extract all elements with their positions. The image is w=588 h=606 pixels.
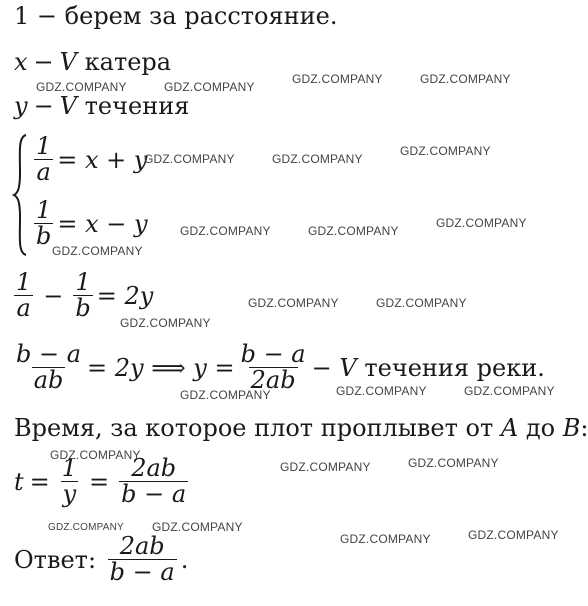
river-current-label: течения реки. [364, 353, 545, 382]
time-formula [14, 456, 192, 507]
minus-sign: − [43, 281, 64, 310]
point-a: A [500, 414, 519, 442]
line-boat-speed [14, 48, 171, 76]
var-v: V [59, 48, 77, 76]
numerator: b − a [16, 340, 82, 368]
fraction-1-over-y [60, 456, 79, 507]
numerator: 1 [16, 268, 32, 296]
denominator: a [16, 294, 31, 323]
watermark: GDZ.COMPANY [308, 224, 399, 238]
fraction-b-minus-a-over-2ab [239, 342, 308, 393]
watermark: GDZ.COMPANY [400, 144, 491, 158]
fraction-1-over-b [73, 270, 92, 321]
var-x: x [14, 48, 28, 76]
minus-sign: − [33, 48, 54, 76]
watermark: GDZ.COMPANY [336, 384, 427, 398]
equals-sign: = [29, 467, 50, 496]
answer-dot: . [180, 545, 189, 574]
answer-label: Ответ: [14, 545, 97, 574]
watermark: GDZ.COMPANY [436, 216, 527, 230]
watermark: GDZ.COMPANY [280, 460, 371, 474]
colon: : [580, 414, 588, 442]
equation-rhs: = x − y [57, 209, 148, 238]
answer-fraction [108, 534, 177, 585]
line-1 [14, 2, 337, 30]
equation-rhs: = x + y [57, 145, 148, 174]
watermark: GDZ.COMPANY [464, 384, 555, 398]
denominator: a [36, 158, 51, 187]
var-v: V [59, 92, 78, 120]
denominator: b − a [109, 558, 175, 587]
watermark: GDZ.COMPANY [376, 296, 467, 310]
watermark: GDZ.COMPANY [50, 448, 141, 462]
numerator: 1 [36, 196, 52, 224]
watermark: GDZ.COMPANY [292, 72, 383, 86]
watermark: GDZ.COMPANY [180, 224, 271, 238]
system-equation-2 [30, 198, 148, 249]
fraction-b-minus-a-over-ab [14, 342, 83, 393]
point-b: B [562, 414, 581, 442]
denominator: 2ab [250, 366, 296, 395]
system-brace-icon [12, 133, 28, 257]
equation-rhs: = 2y [96, 281, 154, 310]
current-label: течения [84, 92, 190, 120]
equals-sign: = [89, 467, 110, 496]
denominator: ab [33, 366, 64, 395]
denominator: b [36, 222, 52, 251]
watermark: GDZ.COMPANY [48, 522, 124, 533]
denominator: b [75, 294, 91, 323]
minus-sign: − [33, 92, 54, 120]
watermark: GDZ.COMPANY [420, 72, 511, 86]
var-y: y [14, 92, 28, 120]
watermark: GDZ.COMPANY [164, 80, 255, 94]
denominator: y [62, 480, 77, 509]
watermark: GDZ.COMPANY [248, 296, 339, 310]
numerator: 2ab [131, 454, 177, 482]
line-1-number: 1 [14, 2, 30, 30]
watermark: GDZ.COMPANY [180, 388, 271, 402]
watermark: GDZ.COMPANY [468, 528, 559, 542]
minus-sign: − [311, 353, 332, 382]
fraction-1-over-a [34, 134, 53, 185]
watermark: GDZ.COMPANY [340, 532, 431, 546]
time-do: до [525, 414, 556, 442]
fraction-2ab-over-b-minus-a [119, 456, 188, 507]
numerator: 1 [36, 132, 52, 160]
equation-difference [10, 270, 153, 321]
denominator: b − a [121, 480, 187, 509]
answer-line [14, 534, 188, 585]
var-t: t [14, 467, 24, 496]
watermark: GDZ.COMPANY [120, 316, 211, 330]
watermark: GDZ.COMPANY [52, 244, 143, 258]
fraction-1-over-a [14, 270, 33, 321]
line-1-text: − берем за расстояние. [36, 2, 338, 30]
watermark: GDZ.COMPANY [152, 520, 243, 534]
numerator: 1 [61, 454, 78, 482]
var-v: V [339, 353, 357, 382]
numerator: 1 [75, 268, 91, 296]
fraction-1-over-b [34, 198, 53, 249]
line-current-speed [14, 92, 189, 120]
equation-middle: = 2y ⟹ y = [87, 353, 235, 382]
numerator: 2ab [119, 532, 165, 560]
watermark: GDZ.COMPANY [408, 456, 499, 470]
watermark: GDZ.COMPANY [144, 152, 235, 166]
system-equation-1 [30, 134, 147, 185]
watermark: GDZ.COMPANY [272, 152, 363, 166]
boat-label: катера [84, 48, 172, 76]
time-text: Время, за которое плот проплывет от [14, 414, 494, 442]
watermark: GDZ.COMPANY [36, 80, 127, 94]
numerator: b − a [240, 340, 306, 368]
time-sentence [14, 414, 588, 442]
